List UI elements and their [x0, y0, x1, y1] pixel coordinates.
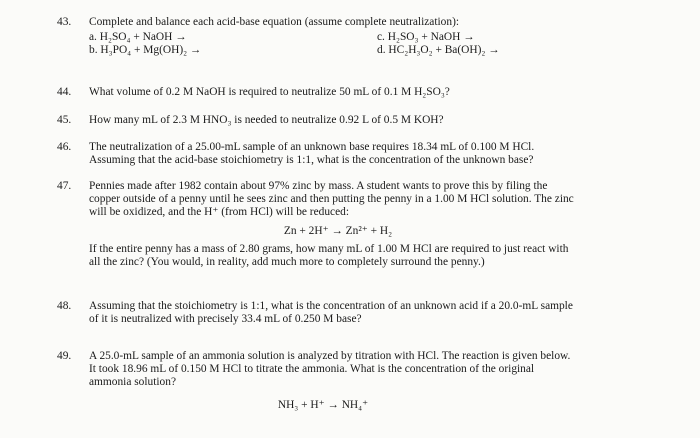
question-number: 44. — [57, 86, 72, 98]
question-line: Assuming that the stoichiometry is 1:1, what is the concentration of an unknown acid if a 20.0-mL sample — [89, 300, 573, 312]
question-line: The neutralization of a 25.00-mL sample of an unknown base requires 18.34 mL of 0.100 M HCl. — [89, 141, 535, 153]
question-line: A 25.0-mL sample of an ammonia solution is analyzed by titration with HCl. The reaction is given below. — [89, 350, 571, 362]
question-line: Pennies made after 1982 contain about 97% zinc by mass. A student wants to prove this by filing the — [89, 180, 548, 192]
reaction-equation: Zn + 2H⁺ → Zn²⁺ + H₂ — [283, 225, 393, 237]
question-line: If the entire penny has a mass of 2.80 grams, how many mL of 1.00 M HCl are required to just react with — [89, 243, 569, 255]
question-number: 43. — [57, 16, 72, 28]
part-label: c. — [377, 31, 385, 43]
equation-parts — [89, 31, 677, 59]
question-44 — [57, 86, 677, 99]
question-number: 49. — [57, 350, 72, 362]
question-line: of it is neutralized with precisely 33.4 mL of 0.250 M base? — [89, 313, 362, 325]
question-line: It took 18.96 mL of 0.150 M HCl to titrate the ammonia. What is the concentration of the original — [89, 363, 535, 375]
question-text: How many mL of 2.3 M HNO₃ is needed to neutralize 0.92 L of 0.5 M KOH? — [89, 114, 444, 126]
part-equation: H₃PO₄ + Mg(OH)₂ → — [100, 44, 202, 56]
question-48 — [57, 300, 677, 326]
question-line: copper outside of a penny until he sees zinc and then putting the penny in a 1.00 M HCl solution. The zinc — [89, 193, 574, 205]
question-line: will be oxidized, and the H⁺ (from HCl) will be reduced: — [89, 206, 350, 218]
question-line: ammonia solution? — [89, 376, 176, 388]
question-49 — [57, 350, 677, 412]
question-number: 45. — [57, 114, 72, 126]
part-equation: HC₂H₃O₂ + Ba(OH)₂ → — [388, 44, 500, 56]
part-label: a. — [89, 31, 97, 43]
question-number: 46. — [57, 141, 72, 153]
part-equation: H₂SO₃ + NaOH → — [387, 31, 475, 43]
part-a — [89, 31, 187, 44]
reaction-equation: NH₃ + H⁺ → NH₄⁺ — [277, 399, 369, 411]
part-d — [377, 44, 500, 57]
question-45 — [57, 114, 677, 127]
question-47 — [57, 180, 677, 269]
part-equation: H₂SO₄ + NaOH → — [99, 31, 187, 43]
question-46 — [57, 141, 677, 167]
question-number: 47. — [57, 180, 72, 192]
part-label: b. — [89, 44, 98, 56]
question-line: Assuming that the acid-base stoichiometry is 1:1, what is the concentration of the unknown base? — [89, 154, 534, 166]
question-43 — [57, 16, 677, 59]
question-number: 48. — [57, 300, 72, 312]
question-line: all the zinc? (You would, in reality, add much more to completely surround the penny.) — [89, 256, 485, 268]
part-b — [89, 44, 201, 57]
part-c — [377, 31, 475, 44]
question-text: Complete and balance each acid-base equation (assume complete neutralization): — [89, 16, 460, 28]
question-text: What volume of 0.2 M NaOH is required to neutralize 50 mL of 0.1 M H₂SO₃? — [89, 86, 450, 98]
part-label: d. — [377, 44, 386, 56]
